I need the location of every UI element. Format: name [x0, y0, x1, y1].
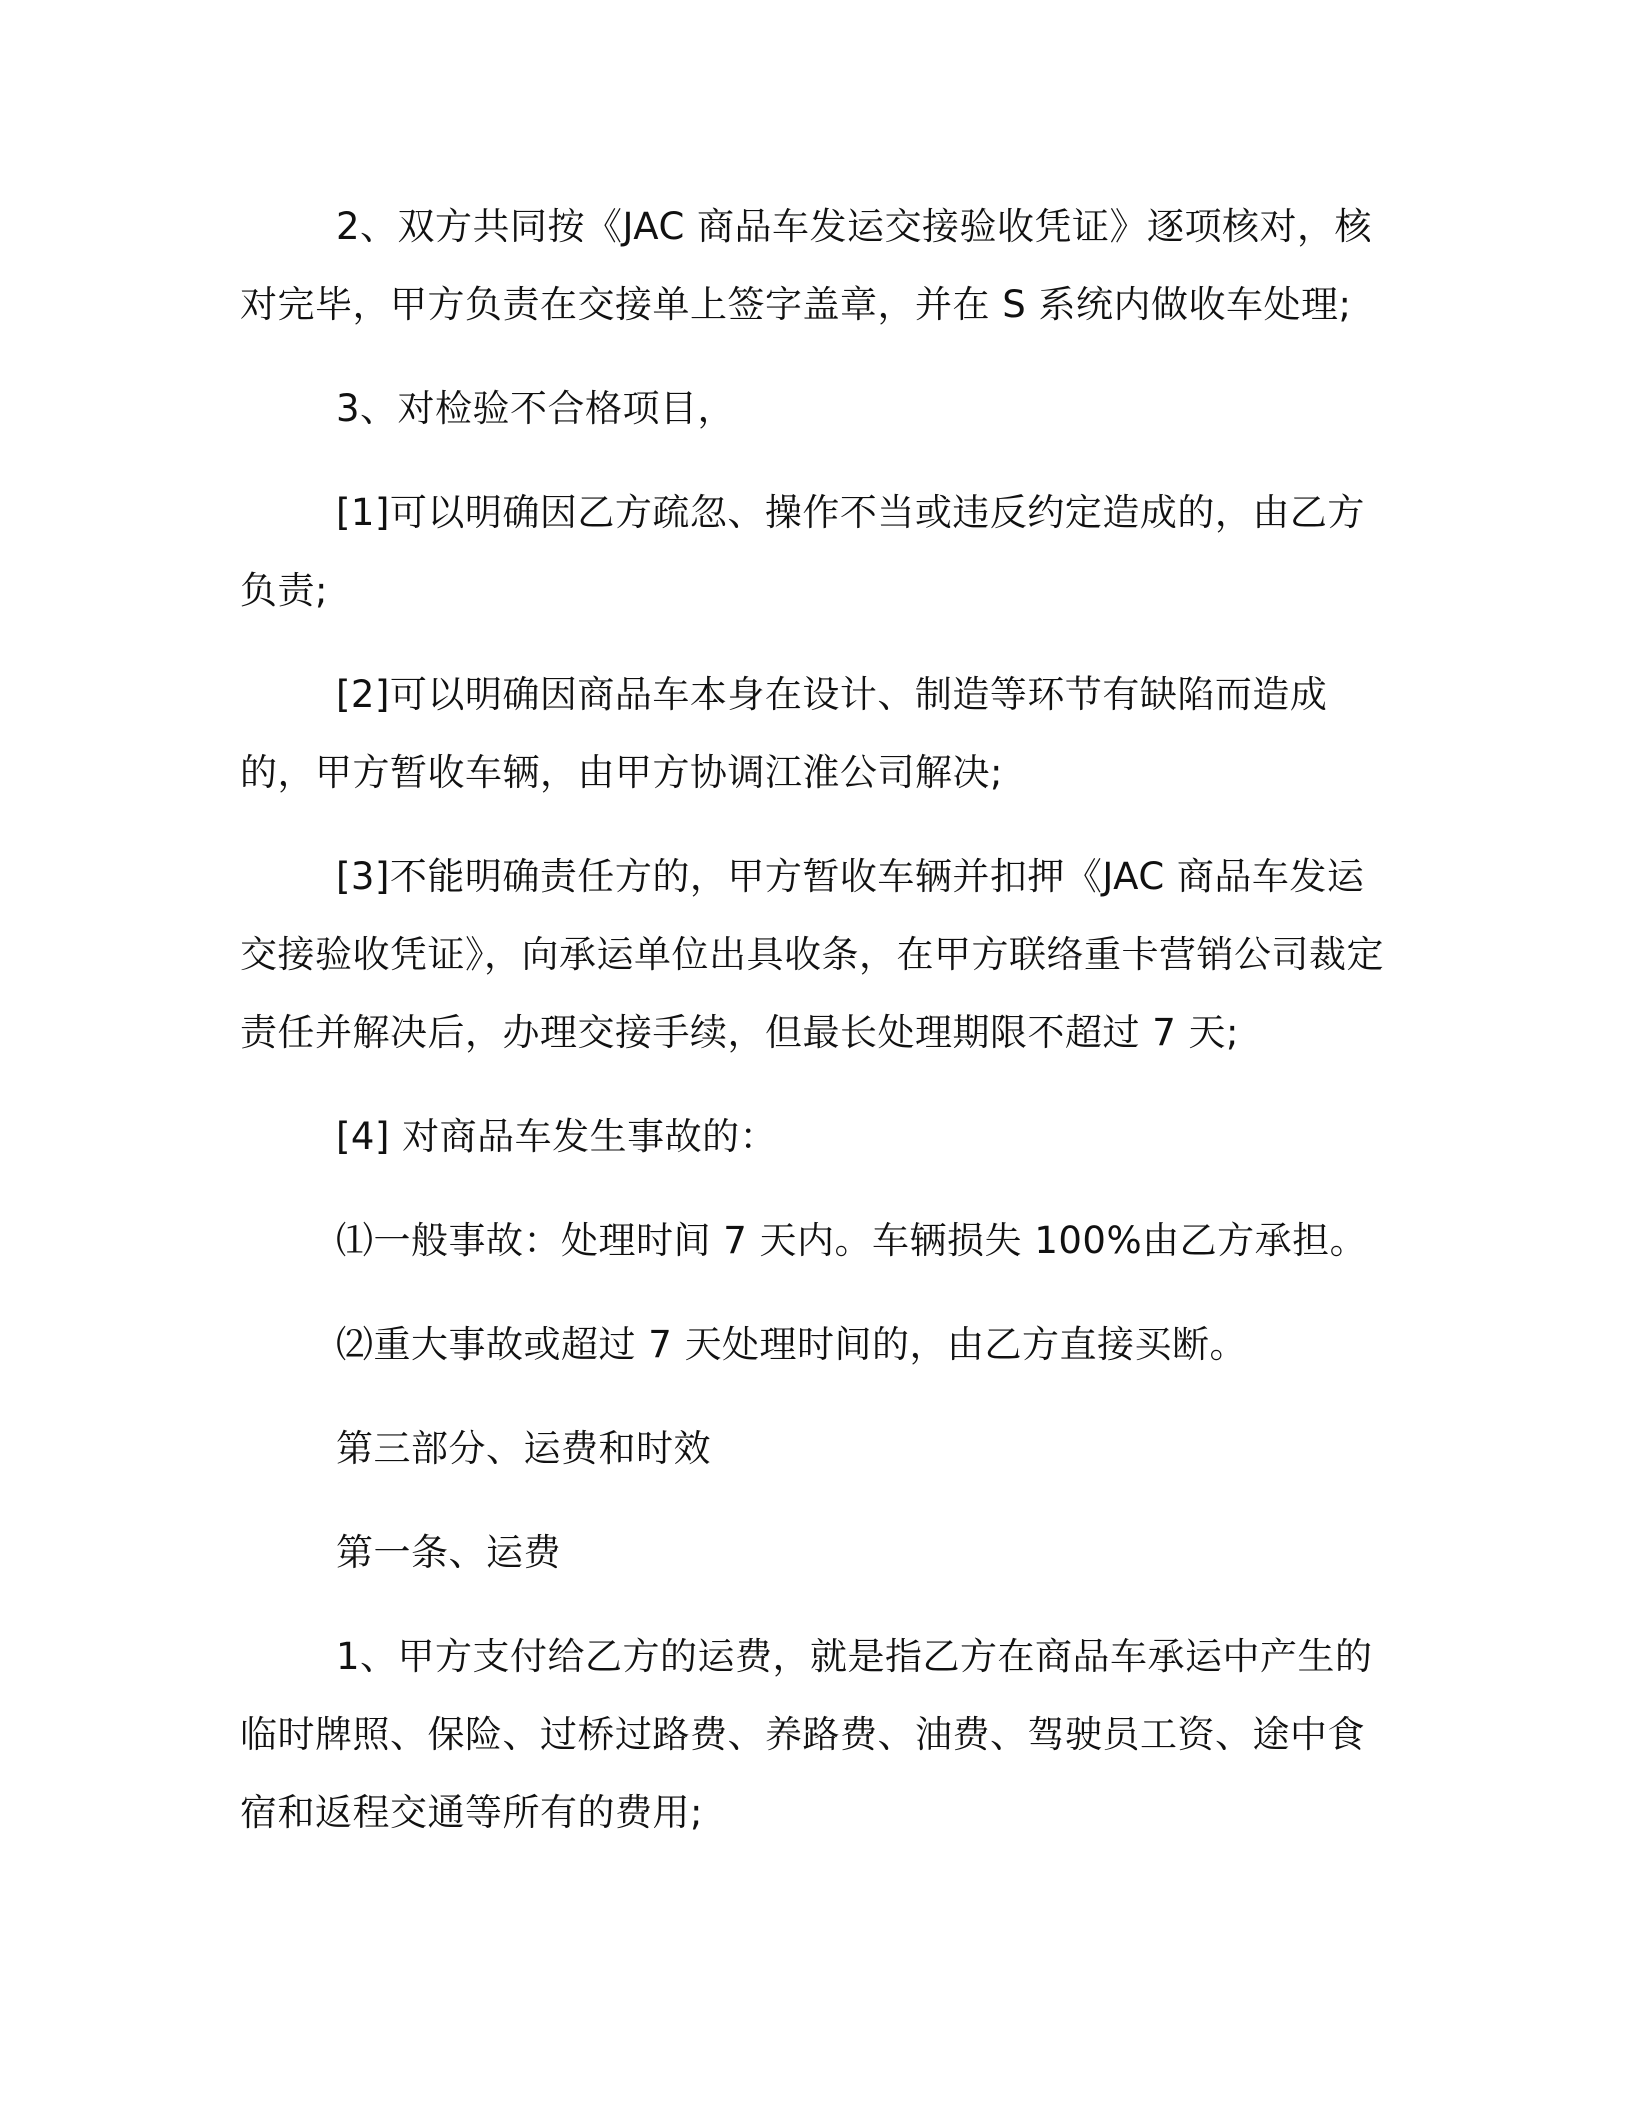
section-heading-part-three: 第三部分、运费和时效 [336, 1427, 711, 1470]
paragraph-item-2: [2]可以明确因商品车本身在设计、制造等环节有缺陷而造成的，甲方暂收车辆，由甲方协调江淮公司解决; [240, 673, 1328, 794]
paragraph-item-3: [3]不能明确责任方的，甲方暂收车辆并扣押《JAC 商品车发运交接验收凭证》，向承运单位出具收条，在甲方联络重卡营销公司裁定责任并解决后，办理交接手续，但最长处理期限不超过 7 天; [240, 855, 1384, 1054]
paragraph-major-accident: ⑵重大事故或超过 7 天处理时间的，由乙方直接买断。 [336, 1323, 1248, 1366]
paragraph-failed-items: 3、对检验不合格项目， [336, 387, 736, 430]
document-body [240, 188, 1390, 1852]
article-heading-freight: 第一条、运费 [336, 1531, 561, 1574]
paragraph-freight-definition: 1、甲方支付给乙方的运费，就是指乙方在商品车承运中产生的临时牌照、保险、过桥过路费、养路费、油费、驾驶员工资、途中食宿和返程交通等所有的费用; [240, 1635, 1373, 1834]
paragraph-handover-check: 2、双方共同按《JAC 商品车发运交接验收凭证》逐项核对，核对完毕，甲方负责在交接单上签字盖章，并在 S 系统内做收车处理; [240, 205, 1373, 326]
paragraph-item-4: [4] 对商品车发生事故的： [336, 1115, 778, 1158]
paragraph-item-1: [1]可以明确因乙方疏忽、操作不当或违反约定造成的，由乙方负责; [240, 491, 1365, 612]
paragraph-minor-accident: ⑴一般事故：处理时间 7 天内。车辆损失 100%由乙方承担。 [336, 1219, 1368, 1262]
